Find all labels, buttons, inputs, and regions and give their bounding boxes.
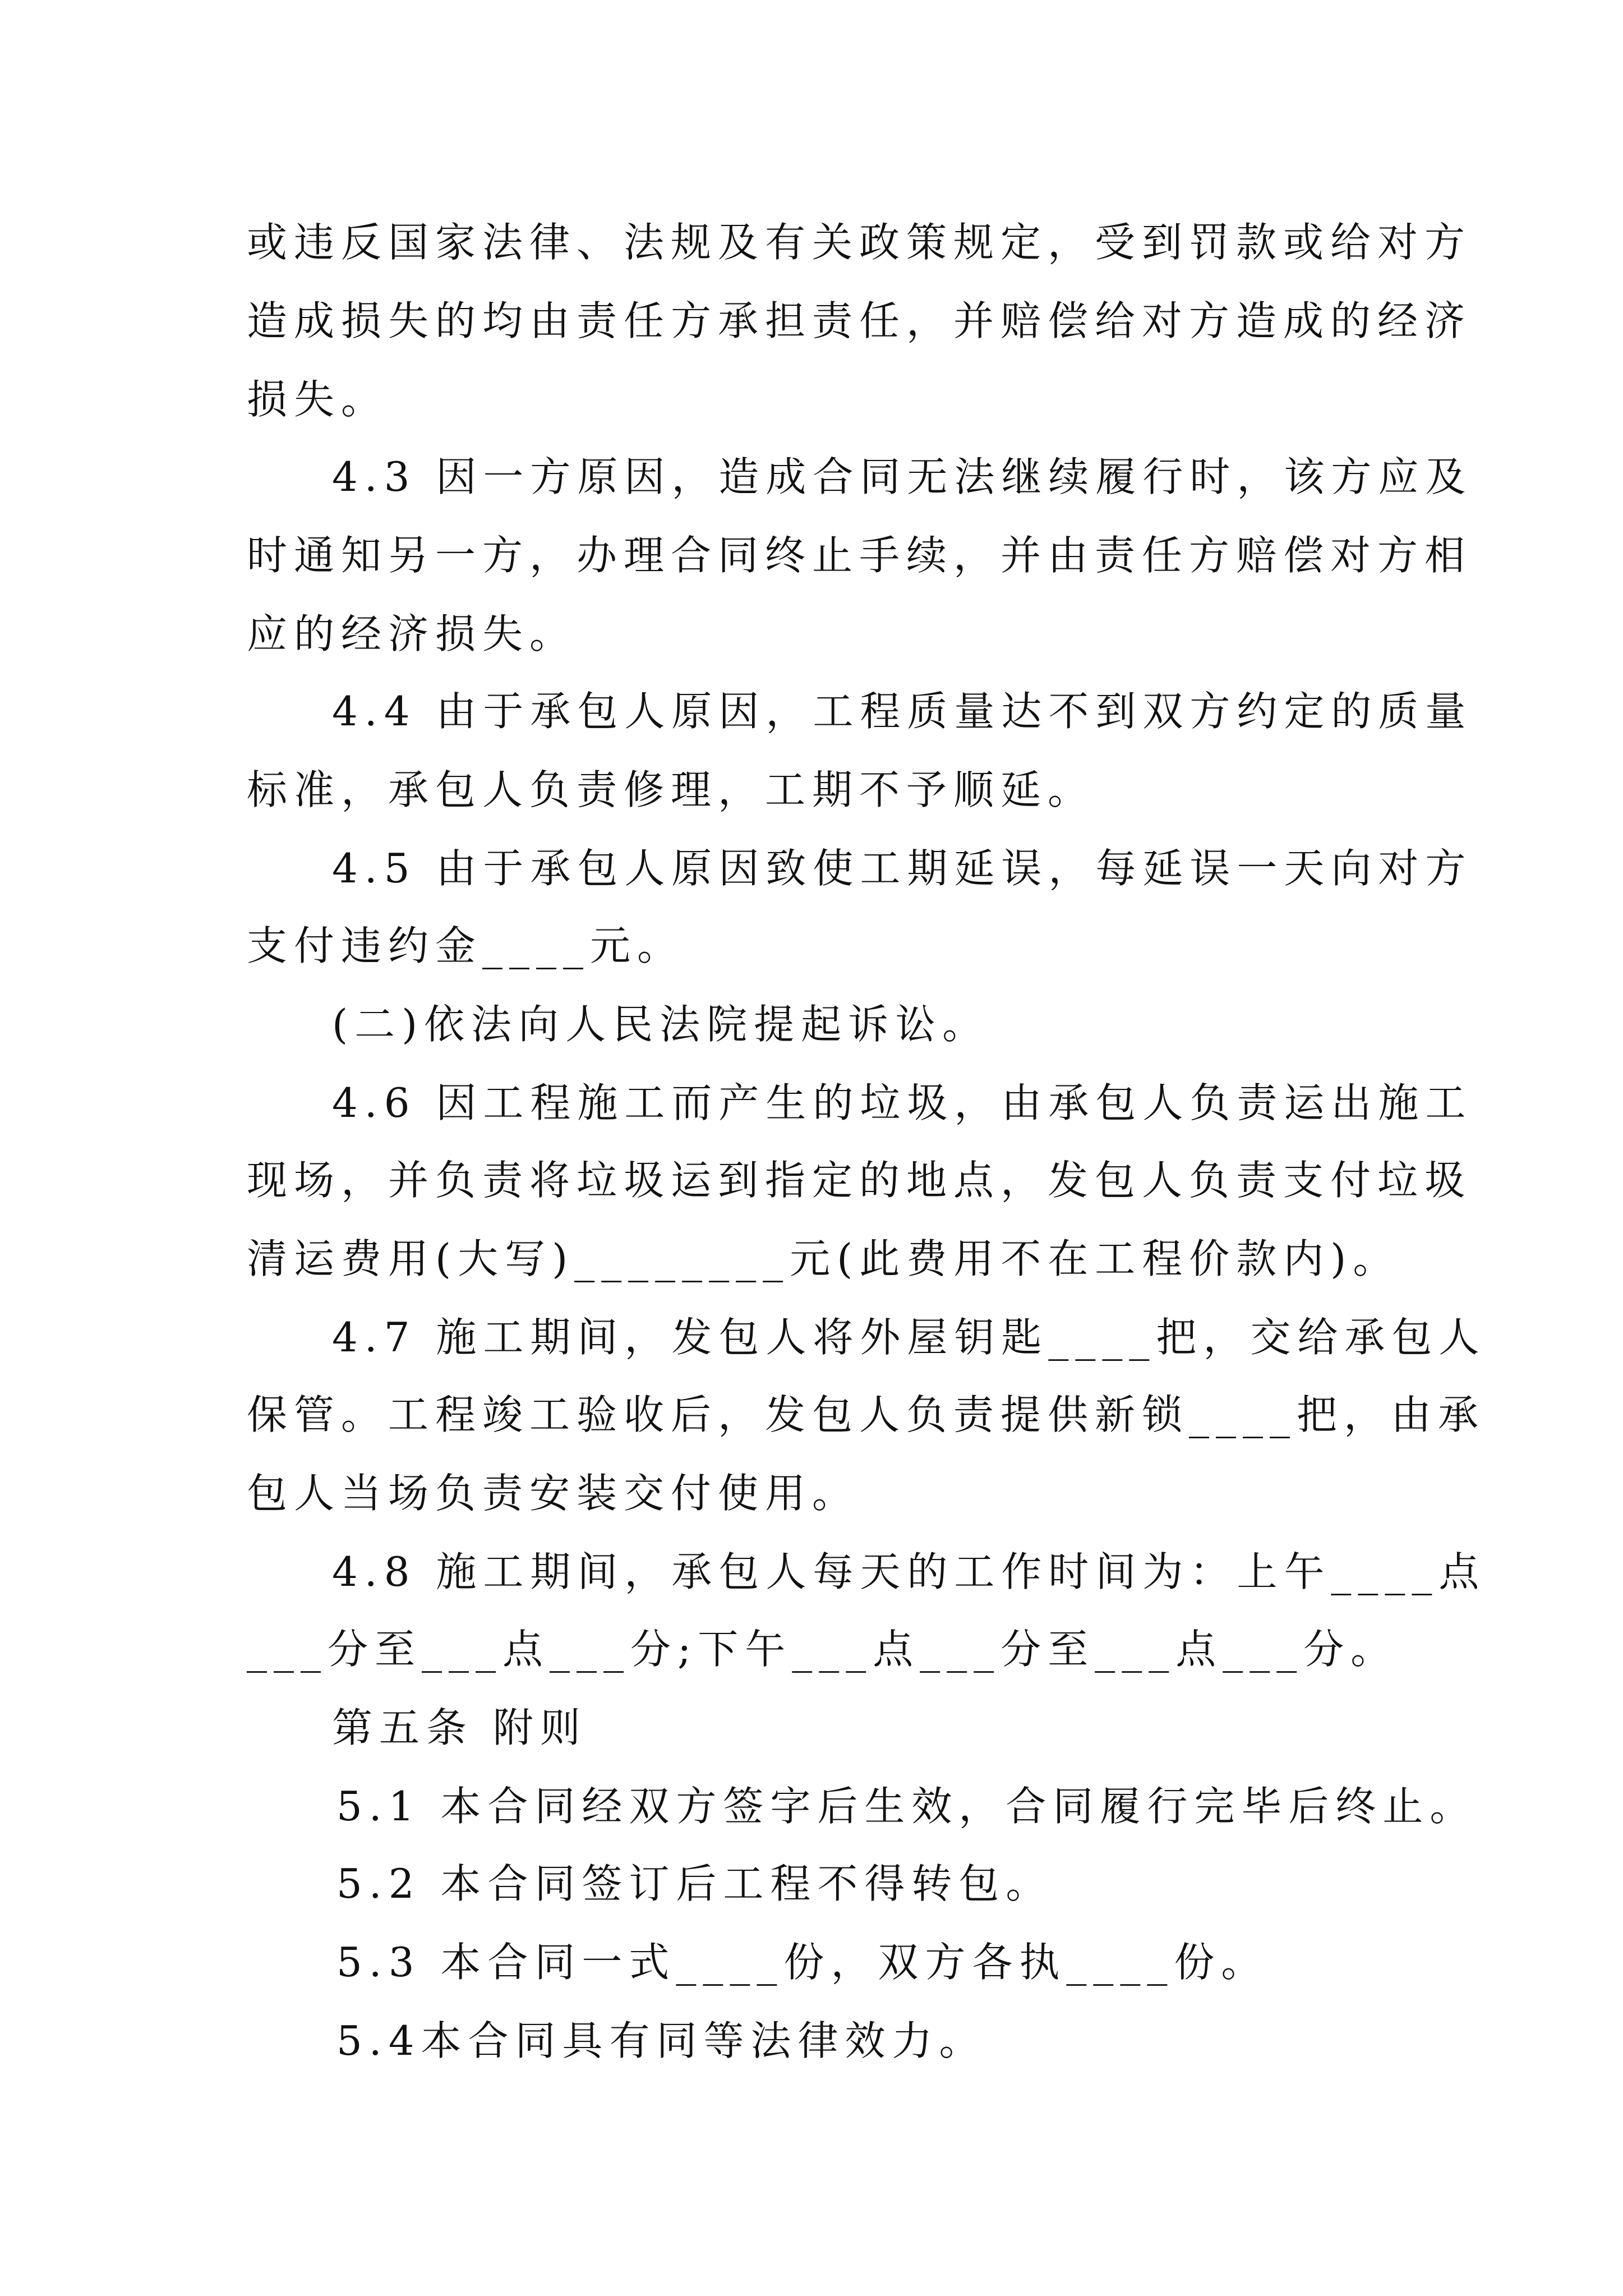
text-line-22: 5.2 本合同签订后工程不得转包。	[336, 1860, 1053, 1907]
text-line-13: 现场，并负责将垃圾运到指定的地点，发包人负责支付垃圾	[247, 1157, 1472, 1204]
text-line-2: 造成损失的均由责任方承担责任，并赔偿给对方造成的经济	[247, 297, 1472, 344]
text-line-6: 应的经济损失。	[247, 610, 577, 657]
text-line-8: 标准，承包人负责修理，工期不予顺延。	[247, 766, 1095, 813]
text-line-17: 包人当场负责安装交付使用。	[247, 1470, 860, 1517]
text-line-14: 清运费用(大写)________元(此费用不在工程价款内)。	[247, 1235, 1400, 1282]
text-line-23: 5.3 本合同一式____份，双方各执____份。	[336, 1939, 1269, 1986]
text-line-16: 保管。工程竣工验收后，发包人负责提供新锁____把，由承	[247, 1391, 1486, 1438]
text-line-15: 4.7 施工期间，发包人将外屋钥匙____把，交给承包人	[332, 1314, 1486, 1361]
text-line-7: 4.4 由于承包人原因，工程质量达不到双方约定的质量	[332, 688, 1473, 735]
text-line-11: (二)依法向人民法院提起诉讼。	[332, 1001, 990, 1048]
text-line-19: ___分至___点___分;下午___点___分至___点___分。	[247, 1626, 1398, 1673]
text-line-3: 损失。	[247, 376, 389, 423]
text-line-21: 5.1 本合同经双方签字后生效，合同履行完毕后终止。	[336, 1783, 1477, 1830]
text-line-1: 或违反国家法律、法规及有关政策规定，受到罚款或给对方	[247, 219, 1472, 266]
text-line-9: 4.5 由于承包人原因致使工期延误，每延误一天向对方	[332, 845, 1473, 892]
text-line-10: 支付违约金____元。	[247, 922, 685, 969]
section-heading-article-5: 第五条 附则	[332, 1704, 587, 1751]
text-line-18: 4.8 施工期间，承包人每天的工作时间为：上午____点	[332, 1548, 1486, 1595]
text-line-4: 4.3 因一方原因，造成合同无法继续履行时，该方应及	[332, 453, 1473, 500]
text-line-5: 时通知另一方，办理合同终止手续，并由责任方赔偿对方相	[247, 532, 1472, 579]
text-line-12: 4.6 因工程施工而产生的垃圾，由承包人负责运出施工	[332, 1079, 1473, 1126]
text-line-24: 5.4本合同具有同等法律效力。	[336, 2017, 986, 2064]
